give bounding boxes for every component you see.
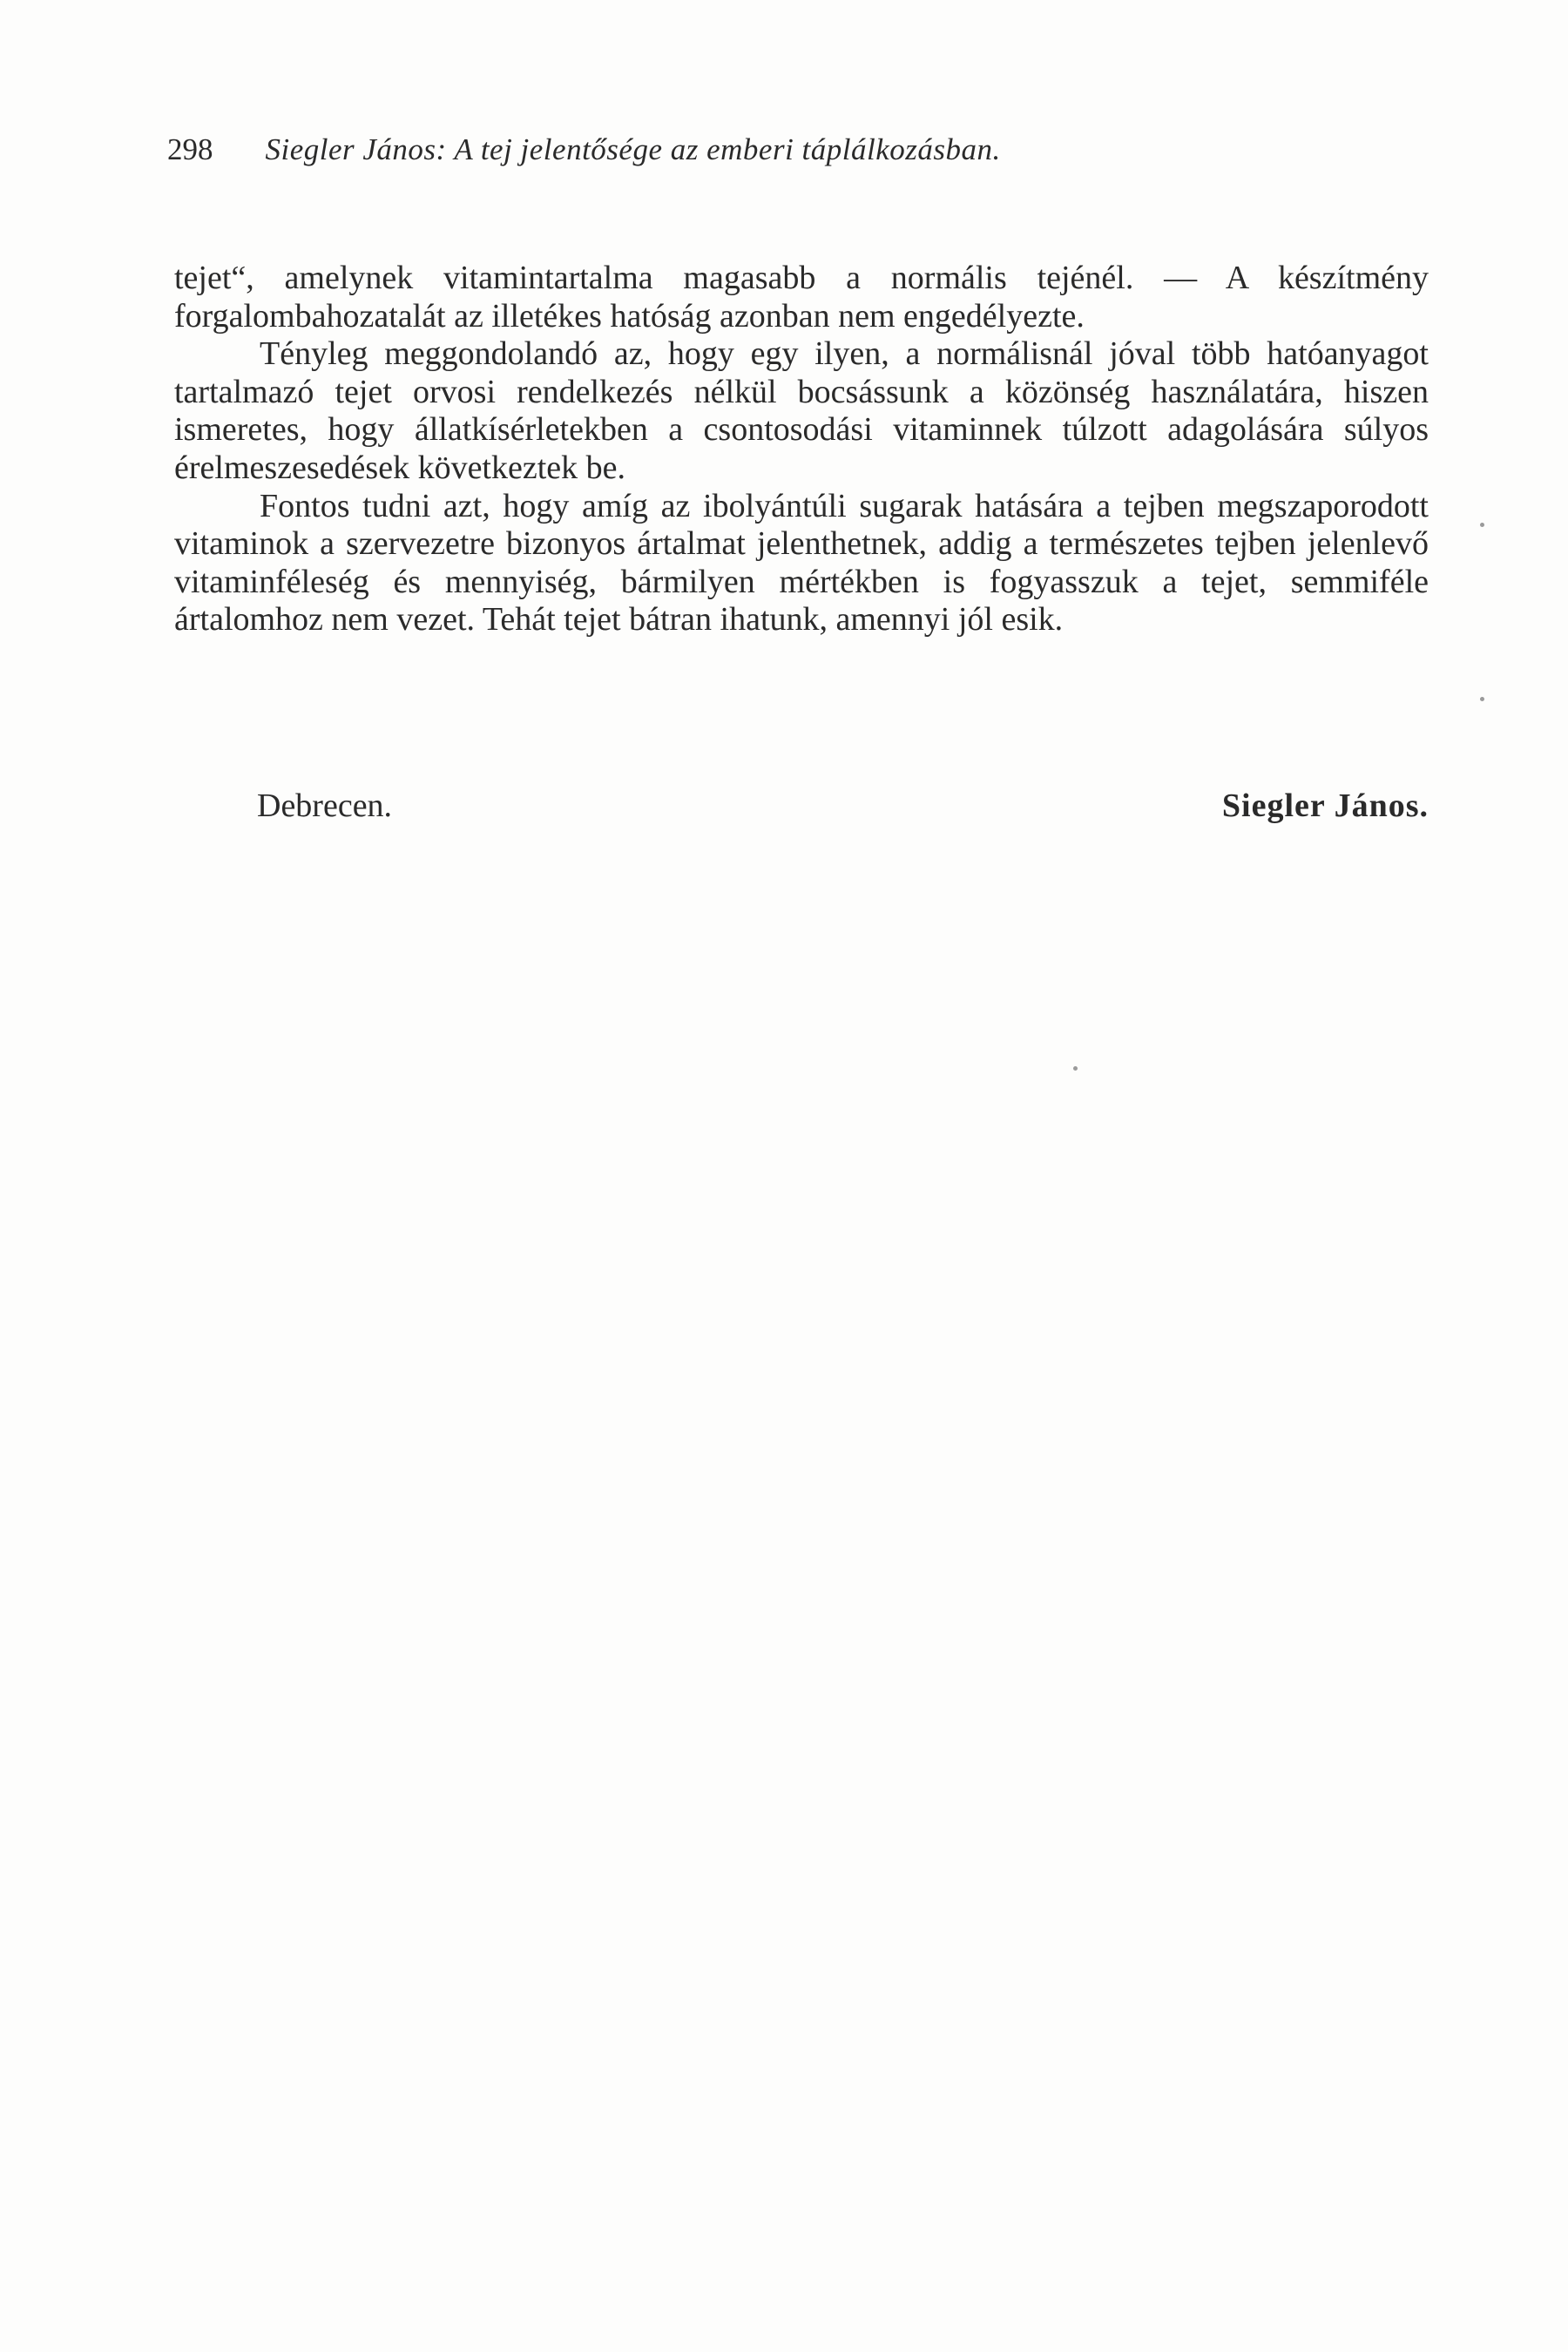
print-speck — [1480, 523, 1484, 527]
signature-line — [257, 786, 1429, 826]
running-title: Siegler János: A tej jelentősége az emberi táplálkozásban. — [265, 132, 1001, 166]
paragraph: Fontos tudni azt, hogy amíg az ibolyántúli sugarak hatására a tejben megszaporodott vitaminok a szervezetre bizonyos ártalmat jelenthetnek, addig a természetes tejben jelenlevő vitaminféleség és mennyiség, bármilyen mértékben is fogyasszuk a tejet, semmiféle ártalomhoz nem vezet. Tehát tejet bátran ihatunk, amennyi jól esik. — [174, 487, 1429, 639]
print-speck — [1480, 697, 1484, 701]
place-of-writing: Debrecen. — [257, 787, 393, 824]
paragraph-continuation: tejet“, amelynek vitamintartalma magasabb a normális tejénél. — A készítmény forgalombahozatalát az illetékes hatóság azonban nem engedélyezte. — [174, 260, 1429, 335]
page-number: 298 — [167, 132, 213, 166]
article-body — [174, 260, 1429, 639]
print-speck — [1073, 1066, 1078, 1071]
paragraph: Tényleg meggondolandó az, hogy egy ilyen, a normálisnál jóval több hatóanyagot tartalmazó tejet orvosi rendelkezés nélkül bocsássunk a közönség használatára, hiszen ismeretes, hogy állatkísérletekben a csontosodási vitaminnek túlzott adagolására súlyos érelmeszesedések következtek be. — [174, 335, 1429, 486]
author-signature: Siegler János. — [1221, 787, 1429, 824]
running-header — [167, 131, 1439, 169]
